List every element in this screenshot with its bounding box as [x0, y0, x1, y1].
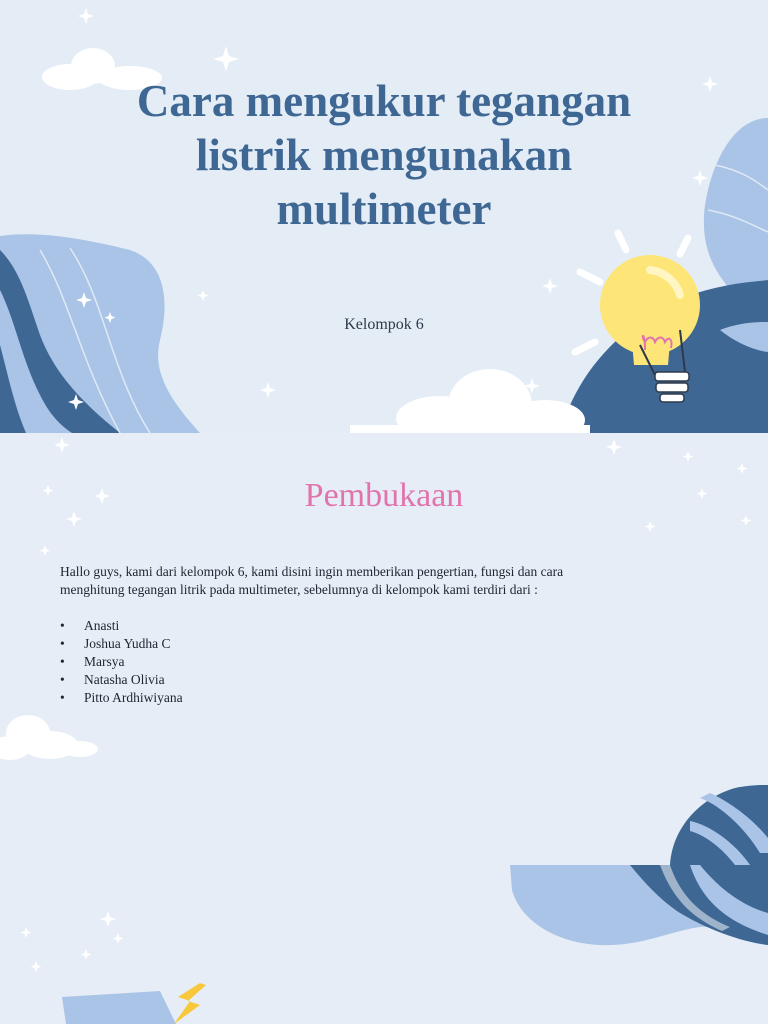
cloud-icon	[350, 369, 590, 433]
list-item: • Marsya	[60, 653, 183, 671]
list-item: • Joshua Yudha C	[60, 635, 183, 653]
slide-subtitle: Kelompok 6	[344, 316, 424, 333]
slide-title: Cara mengukur tegangan listrik mengunakan multimeter	[136, 76, 632, 234]
slide-3-decoration	[0, 865, 768, 1024]
intro-slide	[0, 433, 768, 865]
list-item: • Pitto Ardhiwiyana	[60, 689, 183, 707]
left-wave-decoration	[0, 234, 200, 433]
list-item: • Natasha Olivia	[60, 671, 183, 689]
title-slide	[0, 0, 768, 433]
intro-paragraph: Hallo guys, kami dari kelompok 6, kami disini ingin memberikan pengertian, fungsi dan cara menghitung tegangan litrik pada multimeter, sebelumnya di kelompok kami terdiri dari :	[60, 564, 564, 597]
bottom-right-blob-decoration	[670, 785, 768, 865]
section-heading: Pembukaan	[304, 477, 464, 514]
next-slide-partial	[0, 865, 768, 1024]
list-item: • Anasti	[60, 617, 183, 635]
cloud-icon	[0, 715, 98, 760]
top-right-wave-decoration	[510, 865, 768, 945]
member-list	[60, 617, 183, 707]
sparkle-icon	[21, 911, 124, 972]
lightning-icon	[62, 983, 206, 1024]
